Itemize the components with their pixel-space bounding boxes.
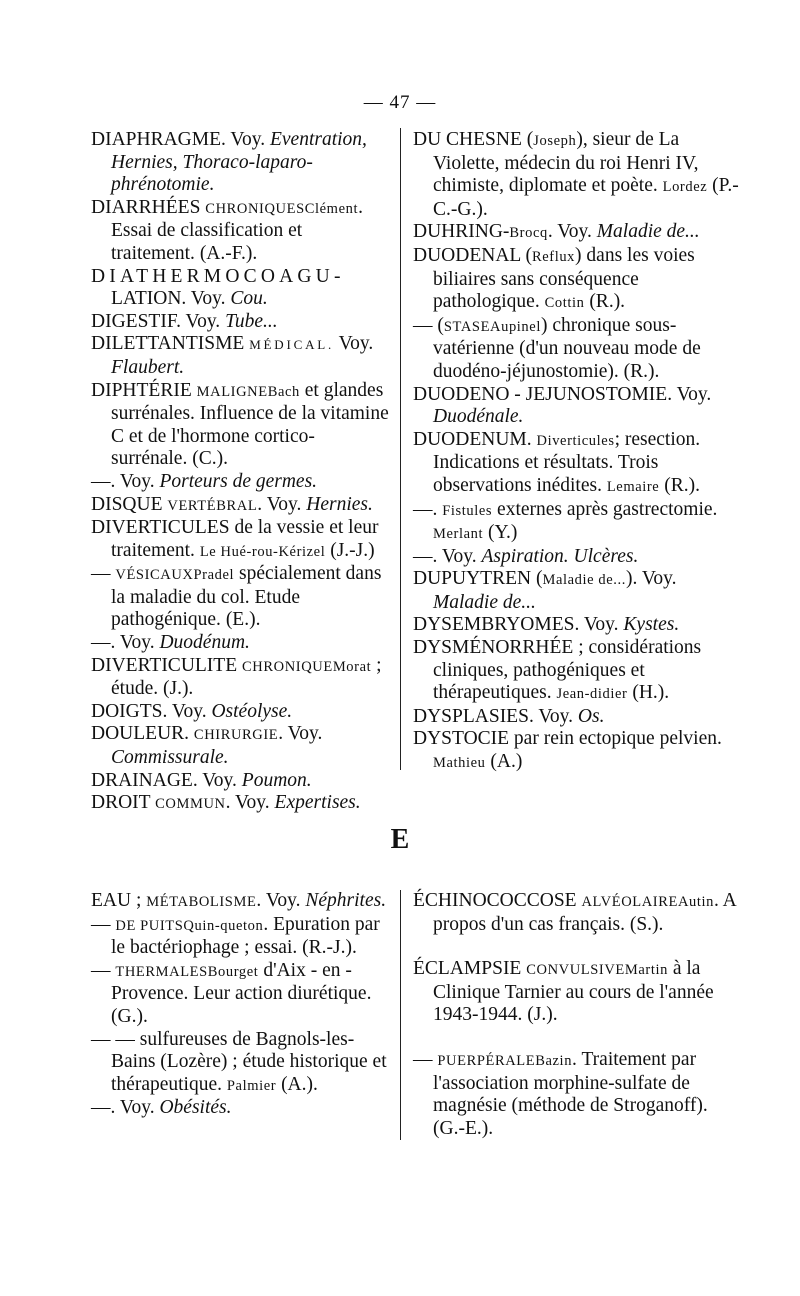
index-entry [91, 197, 389, 266]
index-entry-text: DUODENO - JEJUNOSTOMIE. Voy. [413, 383, 712, 405]
index-entry-text: DOIGTS. Voy. [91, 700, 212, 722]
index-entry-small-caps: Reflux [531, 248, 576, 265]
index-entry-small-caps: Lemaire [606, 478, 660, 495]
index-entry [413, 1049, 743, 1140]
index-entry [91, 632, 389, 655]
index-entry [413, 129, 743, 221]
index-entry-text: ). Voy. [625, 568, 677, 590]
index-entry [91, 960, 389, 1029]
index-entry [91, 563, 389, 632]
index-entry-text: (A.-F.). [199, 242, 258, 264]
index-entry-text: LATION. Voy. [111, 288, 231, 310]
index-entry-reference: Tube... [225, 310, 278, 332]
index-entry-text: DISQUE [91, 493, 168, 515]
index-entry [413, 384, 743, 429]
index-entry-text: — [91, 913, 116, 935]
index-entry [91, 770, 389, 793]
index-entry-text: DU CHESNE ( [413, 129, 534, 150]
index-entry-reference: Flaubert. [111, 356, 185, 378]
index-entry-text: ; étude. [111, 654, 382, 700]
index-entry-text: (A.) [485, 751, 523, 773]
index-entry-qualifier: CHRONIQUES [205, 200, 305, 217]
index-entry-reference: Maladie de... [596, 221, 700, 243]
index-entry-text: DIVERTICULITE [91, 654, 243, 676]
index-entry [91, 311, 389, 334]
index-entry [413, 728, 743, 774]
index-entry-reference: Maladie de... [433, 591, 536, 613]
index-entry-small-caps: Palmier [226, 1077, 277, 1094]
index-entry-qualifier: COMMUN [155, 796, 226, 813]
index-entry-small-caps: Aupinel [490, 318, 541, 335]
index-entry-text: ÉCLAMPSIE [413, 958, 527, 980]
index-entry-text: . Voy. [256, 890, 306, 911]
index-entry-small-caps: Jean-didier [556, 686, 628, 703]
index-entry-text: (G.-E.). [433, 1117, 494, 1139]
index-entry [91, 890, 389, 914]
index-entry-reference: Poumon. [241, 769, 312, 791]
index-entry-text: —. Voy. [91, 1097, 160, 1119]
index-entry-text: — [91, 563, 116, 585]
index-entry-text: DOULEUR. [91, 723, 194, 745]
index-entry-text: —. Voy. [91, 470, 160, 492]
index-entry-text: DIVERTICULES de la vessie et leur traitement. [91, 517, 379, 561]
index-entry [413, 499, 743, 546]
index-entry-text: ) chronique sous-vatérienne (d'un nouveau mode de duodéno-jéjunostomie). [433, 314, 701, 382]
index-entry-small-caps: Diverticules [536, 432, 615, 449]
section-letter: E [390, 824, 410, 855]
index-entry [413, 614, 743, 637]
index-entry [91, 1097, 389, 1120]
index-entry-text: (R.-J.). [302, 937, 357, 959]
index-entry-small-caps: Bazin [535, 1052, 573, 1069]
index-entry-text: . Epuration par le bactériophage ; essai. [111, 913, 380, 959]
index-entry [91, 380, 389, 471]
index-entry-small-caps: Fistules [442, 502, 493, 519]
index-entry-text: (A.). [276, 1073, 318, 1095]
index-entry-text: . Voy. [278, 723, 323, 745]
index-entry-small-caps: Morat [332, 658, 372, 675]
index-entry-text: DIPHTÉRIE [91, 379, 197, 401]
index-entry-text: (E.). [225, 609, 261, 631]
index-entry-text: DYSMÉNORRHÉE ; considérations cliniques, pathogéniques et thérapeutiques. [413, 637, 702, 704]
index-entry-qualifier: CHIRURGIE [193, 727, 279, 744]
index-entry-text: (R.). [659, 474, 700, 496]
index-entry-text: (Y.) [483, 522, 518, 544]
index-entry-text: DUODENAL ( [413, 244, 532, 266]
index-entry-text: —. Voy. [91, 632, 160, 654]
page-number: — 47 — [363, 92, 437, 113]
column-divider-top [400, 128, 401, 770]
index-entry-text: . Voy. [257, 493, 307, 515]
index-entry-text: ), sieur de La Violette, médecin du roi Henri IV, chimiste, diplomate et poète. [433, 129, 699, 197]
index-entry-reference: Kystes. [623, 614, 680, 636]
index-entry-text: (R.). [584, 291, 626, 313]
index-entry-text: (H.). [627, 682, 670, 704]
index-entry-qualifier: THERMALES [115, 963, 208, 980]
index-entry-small-caps: Autin [677, 894, 714, 910]
column-divider-bottom [400, 890, 401, 1140]
index-entry-small-caps: Maladie de... [542, 572, 626, 589]
index-entry-text: DROIT [91, 792, 156, 814]
index-entry-text: . Voy. [547, 221, 597, 243]
index-entry [91, 471, 389, 494]
index-entry [413, 890, 743, 936]
index-entry-text: DRAINAGE. Voy. [91, 769, 242, 791]
index-entry-small-caps: Quin-queton [183, 917, 264, 934]
index-entry-text: DILETTANTISME [91, 333, 250, 355]
index-entry-qualifier: MALIGNE [196, 383, 268, 400]
index-entry [413, 221, 743, 245]
index-entry-reference: Ostéolyse. [211, 700, 293, 722]
index-entry-text: . Traitement par l'association morphine-sulfate de magnésie (méthode de Stroganoff). [433, 1048, 708, 1117]
index-entry-text: (J.). [527, 1004, 558, 1026]
index-entry [91, 333, 389, 379]
index-entry [91, 655, 389, 701]
index-entry-text: d'Aix - en - Provence. Leur action diurétique. [111, 959, 372, 1005]
index-entry-text: — [91, 959, 116, 981]
index-entry-reference: Os. [577, 705, 605, 727]
index-entry-text: (P.-C.-G.). [433, 175, 739, 220]
index-entry-text: EAU ; [91, 890, 147, 911]
index-entry-qualifier: PUERPÉRALE [437, 1052, 536, 1069]
index-entry-qualifier: MÉTABOLISME [146, 894, 257, 910]
index-entry-text: — [413, 1048, 438, 1070]
index-entry-text: . Voy. [225, 792, 275, 814]
index-entry-text: externes après gastrectomie. [492, 498, 718, 520]
index-entry [91, 494, 389, 518]
index-entry-small-caps: Merlant [433, 526, 484, 543]
index-column-top-left [91, 129, 389, 816]
index-entry [413, 958, 743, 1027]
index-entry [91, 517, 389, 563]
index-entry-small-caps: Pradel [193, 567, 235, 584]
index-entry-reference: Cou. [230, 288, 268, 310]
index-entry-text: (G.). [111, 1005, 148, 1027]
index-entry-small-caps: Martin [624, 962, 668, 979]
index-entry-small-caps: Lordez [662, 179, 708, 196]
index-entry-text: DIARRHÉES [91, 196, 206, 218]
index-entry-small-caps: Clément [304, 200, 359, 217]
index-entry-text: — ( [413, 314, 444, 336]
index-entry-text: (S.). [629, 913, 664, 935]
index-entry-reference: Obésités. [159, 1097, 232, 1119]
index-entry-text: spécialement dans la maladie du col. Etude pathogénique. [111, 563, 382, 631]
index-entry-reference: Porteurs de germes. [159, 470, 318, 492]
index-entry-text: —. [413, 498, 443, 520]
index-entry-reference: Duodénum. [159, 632, 250, 654]
index-entry-text: DYSPLASIES. Voy. [413, 705, 578, 727]
index-entry-text: (J.). [162, 678, 194, 700]
index-entry-reference: Hernies. [306, 493, 373, 515]
index-column-bottom-left [91, 890, 389, 1120]
index-entry [413, 637, 743, 706]
index-entry-text: et glandes surrénales. Influence de la vitamine C et de l'hormone cortico-surrénale. [111, 379, 389, 470]
index-entry-qualifier: STASE [443, 318, 491, 335]
index-entry-qualifier: CONVULSIVE [526, 962, 625, 979]
index-entry-small-caps: Bach [267, 383, 300, 400]
index-entry [413, 546, 743, 569]
index-entry-small-caps: Le Hué-rou-Kérizel [199, 543, 326, 560]
index-entry-text: (J.-J.) [325, 539, 375, 561]
index-entry-reference: Eventration, Hernies, Thoraco-laparo-phrénotomie. [111, 129, 367, 196]
index-entry [413, 568, 743, 614]
index-entry-reference: Duodénale. [433, 406, 524, 428]
index-entry-text: DIAPHRAGME. Voy. [91, 129, 270, 150]
index-entry [413, 245, 743, 315]
index-entry-text: —. Voy. [413, 545, 482, 567]
index-entry-text: DYSTOCIE par rein ectopique pelvien. [413, 728, 722, 750]
index-entry-reference: Expertises. [274, 792, 361, 814]
index-entry-text: Voy. [334, 333, 374, 355]
index-column-top-right [413, 129, 743, 775]
index-entry-text: . Essai de classification et traitement. [111, 196, 363, 264]
index-entry-reference: Aspiration. Ulcères. [481, 545, 639, 567]
index-entry [91, 266, 389, 311]
index-entry [413, 429, 743, 499]
index-entry [91, 792, 389, 816]
index-entry-text: DIATHERMOCOAGU- [91, 265, 345, 287]
index-entry-text: ÉCHINOCOCCOSE [413, 890, 582, 911]
index-entry [91, 129, 389, 197]
index-entry-qualifier: VÉSICAUX [115, 567, 194, 584]
index-entry [91, 1029, 389, 1098]
index-column-bottom-right [413, 890, 743, 1140]
index-entry-text: — — sulfureuses de Bagnols-les-Bains (Lozère) ; étude historique et thérapeutique. [91, 1028, 387, 1095]
index-entry-reference: Néphrites. [305, 890, 387, 911]
index-entry [413, 706, 743, 729]
index-entry-small-caps: Bourget [207, 963, 259, 980]
index-entry [91, 914, 389, 960]
index-entry-text: DIGESTIF. Voy. [91, 310, 226, 332]
index-entry-small-caps: Brocq [509, 225, 548, 242]
index-entry-qualifier: VERTÉBRAL [167, 497, 258, 514]
index-entry-text: (C.). [192, 448, 228, 470]
index-entry [91, 701, 389, 724]
index-entry-text: DUODENUM. [413, 428, 537, 450]
index-entry-text: . A propos d'un cas français. [433, 890, 736, 935]
index-entry-qualifier: ALVÉOLAIRE [581, 894, 678, 910]
index-entry-text: ) dans les voies biliaires sans conséquence pathologique. [433, 244, 695, 313]
index-entry-text: MÉDICAL. [249, 337, 335, 353]
index-entry-text: ; resection. Indications et résultats. Trois observations inédites. [433, 428, 701, 496]
index-entry-text: à la Clinique Tarnier au cours de l'année 1943-1944. [433, 958, 714, 1026]
index-entry-text: DYSEMBRYOMES. Voy. [413, 614, 624, 636]
index-entry-small-caps: Joseph [533, 133, 577, 149]
index-entry-text: (R.). [623, 360, 660, 382]
index-entry [413, 315, 743, 384]
index-entry-qualifier: DE PUITS [115, 917, 184, 934]
index-entry [91, 723, 389, 769]
index-entry-small-caps: Cottin [544, 295, 585, 312]
index-entry-reference: Commissurale. [111, 747, 229, 769]
index-entry-text: DUPUYTREN ( [413, 568, 543, 590]
index-entry-qualifier: CHRONIQUE [242, 658, 333, 675]
index-entry-small-caps: Mathieu [433, 755, 486, 772]
index-entry-text: DUHRING- [413, 221, 510, 243]
